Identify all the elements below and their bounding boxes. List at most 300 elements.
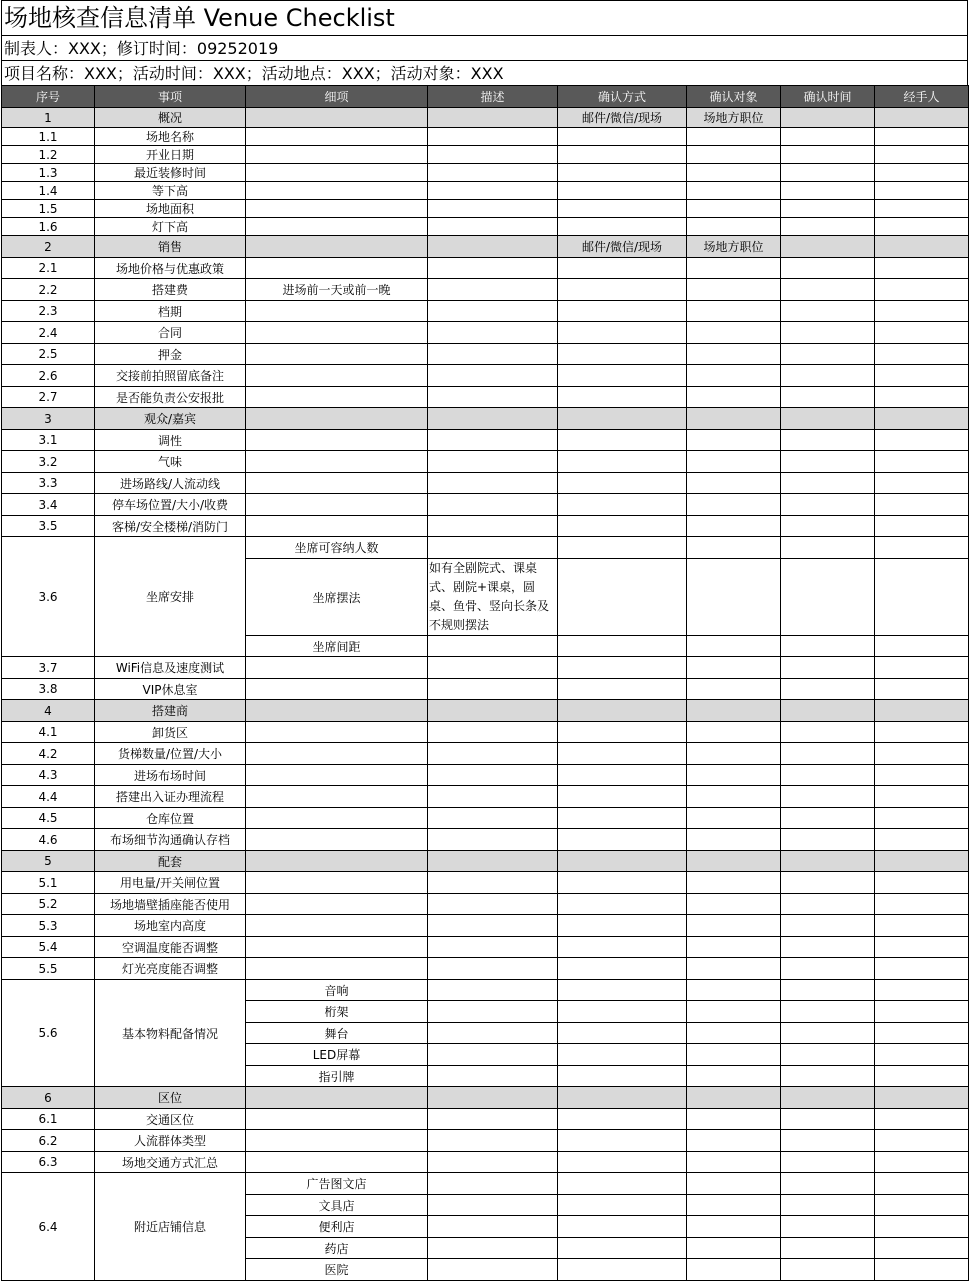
row-description [428,1238,558,1259]
row-subitem [246,679,428,700]
row-item: 合同 [95,322,246,344]
row-description [428,473,558,494]
row-item: 进场路线/人流动线 [95,473,246,494]
row-confirm-target [687,146,781,164]
row-confirm-time [781,279,875,301]
row-description [428,218,558,236]
row-subitem: 音响 [246,980,428,1001]
row-item: 卸货区 [95,722,246,743]
row-item: 最近装修时间 [95,164,246,182]
row-confirm-method [558,722,687,743]
row-handler [875,537,969,559]
row-item: 场地名称 [95,128,246,146]
row-subitem: 坐席间距 [246,636,428,657]
row-number: 4 [2,700,95,722]
row-subitem [246,108,428,128]
table-row [2,829,969,851]
row-description [428,430,558,451]
section-row [2,700,969,722]
row-item: 区位 [95,1087,246,1109]
table-row [2,516,969,537]
row-confirm-target [687,128,781,146]
row-confirm-time [781,1238,875,1259]
row-item: 基本物料配备情况 [95,980,246,1087]
row-description [428,344,558,365]
row-handler [875,679,969,700]
row-confirm-target [687,894,781,915]
checklist-table [1,85,969,1281]
row-confirm-method [558,451,687,473]
row-confirm-time [781,516,875,537]
row-confirm-method [558,301,687,322]
row-handler [875,1023,969,1044]
row-confirm-time [781,1152,875,1173]
row-confirm-time [781,344,875,365]
table-row [2,182,969,200]
row-confirm-target [687,1066,781,1087]
row-confirm-target [687,322,781,344]
row-description [428,258,558,279]
row-confirm-target [687,344,781,365]
row-description [428,146,558,164]
row-subitem: 坐席摆法 [246,559,428,636]
col-header-item: 事项 [95,86,246,108]
row-number: 6 [2,1087,95,1109]
row-confirm-time [781,786,875,808]
row-description [428,958,558,980]
row-confirm-target [687,218,781,236]
row-confirm-target [687,786,781,808]
row-subitem [246,128,428,146]
row-subitem [246,765,428,786]
row-description [428,200,558,218]
row-item: 附近店铺信息 [95,1173,246,1281]
row-handler [875,516,969,537]
row-subitem [246,829,428,851]
row-subitem [246,451,428,473]
row-handler [875,937,969,958]
project-info-line: 项目名称：XXX；活动时间：XXX；活动地点：XXX；活动对象：XXX [1,60,968,85]
row-item: 客梯/安全楼梯/消防门 [95,516,246,537]
row-number: 1.5 [2,200,95,218]
row-handler [875,128,969,146]
row-handler [875,182,969,200]
row-handler [875,365,969,387]
row-description [428,164,558,182]
row-handler [875,473,969,494]
row-confirm-method [558,1173,687,1195]
row-confirm-target [687,164,781,182]
table-row [2,1130,969,1152]
row-number: 1 [2,108,95,128]
row-handler [875,322,969,344]
table-row [2,937,969,958]
row-subitem [246,851,428,872]
row-handler [875,301,969,322]
row-confirm-target [687,700,781,722]
table-row [2,1109,969,1130]
col-header-confirm-target: 确认对象 [687,86,781,108]
row-description [428,915,558,937]
row-confirm-time [781,559,875,636]
row-confirm-time [781,146,875,164]
row-handler [875,958,969,980]
row-handler [875,765,969,786]
row-handler [875,1130,969,1152]
table-row [2,765,969,786]
row-number: 5.4 [2,937,95,958]
col-header-confirm-time: 确认时间 [781,86,875,108]
row-item: 灯下高 [95,218,246,236]
row-item: 调性 [95,430,246,451]
row-confirm-method [558,387,687,408]
row-item: 布场细节沟通确认存档 [95,829,246,851]
row-confirm-time [781,679,875,700]
row-handler [875,1044,969,1066]
row-handler [875,387,969,408]
row-subitem: 进场前一天或前一晚 [246,279,428,301]
row-number: 1.3 [2,164,95,182]
row-handler [875,494,969,516]
row-subitem: 舞台 [246,1023,428,1044]
row-handler [875,236,969,258]
row-item: 销售 [95,236,246,258]
row-confirm-time [781,1001,875,1023]
row-description [428,1109,558,1130]
row-confirm-method [558,1001,687,1023]
row-description [428,700,558,722]
row-description [428,537,558,559]
row-subitem [246,894,428,915]
row-handler [875,164,969,182]
row-item: 开业日期 [95,146,246,164]
section-row [2,408,969,430]
row-subitem: 桁架 [246,1001,428,1023]
row-handler [875,1109,969,1130]
row-confirm-time [781,937,875,958]
row-description [428,851,558,872]
row-description [428,980,558,1001]
row-number: 6.3 [2,1152,95,1173]
row-description [428,765,558,786]
row-confirm-time [781,218,875,236]
row-subitem [246,430,428,451]
row-confirm-time [781,1087,875,1109]
row-confirm-method [558,559,687,636]
table-row [2,872,969,894]
row-confirm-method [558,322,687,344]
row-description [428,494,558,516]
row-handler [875,915,969,937]
row-subitem: 文具店 [246,1195,428,1216]
row-confirm-method [558,473,687,494]
row-description [428,236,558,258]
row-subitem: 坐席可容纳人数 [246,537,428,559]
row-confirm-target [687,679,781,700]
row-number: 1.1 [2,128,95,146]
row-number: 6.4 [2,1173,95,1281]
row-confirm-target [687,1087,781,1109]
row-number: 4.3 [2,765,95,786]
row-description [428,279,558,301]
row-confirm-time [781,1109,875,1130]
row-number: 2.6 [2,365,95,387]
row-confirm-target [687,1044,781,1066]
table-row [2,200,969,218]
row-confirm-target [687,765,781,786]
row-confirm-method [558,537,687,559]
row-confirm-target [687,851,781,872]
row-handler [875,657,969,679]
table-row [2,722,969,743]
row-item: 配套 [95,851,246,872]
row-confirm-time [781,872,875,894]
row-subitem: 广告图文店 [246,1173,428,1195]
row-description [428,108,558,128]
row-number: 4.2 [2,743,95,765]
row-item: 空调温度能否调整 [95,937,246,958]
row-confirm-target [687,1023,781,1044]
section-row [2,236,969,258]
table-row [2,387,969,408]
row-handler [875,218,969,236]
table-row [2,958,969,980]
row-confirm-time [781,808,875,829]
row-confirm-method [558,937,687,958]
row-confirm-time [781,365,875,387]
table-row [2,808,969,829]
row-item: 是否能负责公安报批 [95,387,246,408]
row-handler [875,872,969,894]
row-confirm-method [558,1130,687,1152]
section-row [2,108,969,128]
row-confirm-method [558,980,687,1001]
table-row [2,146,969,164]
row-confirm-target [687,473,781,494]
row-description [428,722,558,743]
row-confirm-time [781,636,875,657]
row-number: 6.1 [2,1109,95,1130]
row-confirm-method [558,494,687,516]
row-subitem: 便利店 [246,1216,428,1238]
table-row [2,743,969,765]
row-number: 4.5 [2,808,95,829]
row-subitem: 药店 [246,1238,428,1259]
row-confirm-method [558,344,687,365]
row-number: 5.2 [2,894,95,915]
row-subitem [246,1130,428,1152]
section-row [2,1087,969,1109]
row-confirm-time [781,829,875,851]
row-description [428,1066,558,1087]
row-confirm-method [558,894,687,915]
row-confirm-target [687,408,781,430]
row-description [428,128,558,146]
row-confirm-time [781,473,875,494]
row-confirm-method [558,146,687,164]
table-row [2,915,969,937]
row-description [428,829,558,851]
row-subitem [246,387,428,408]
row-confirm-method [558,700,687,722]
row-confirm-time [781,258,875,279]
row-confirm-method: 邮件/微信/现场 [558,236,687,258]
row-handler [875,808,969,829]
row-confirm-method [558,516,687,537]
row-item: 搭建费 [95,279,246,301]
row-confirm-target [687,937,781,958]
row-subitem: 医院 [246,1259,428,1281]
row-item: WiFi信息及速度测试 [95,657,246,679]
row-description [428,679,558,700]
row-confirm-method [558,786,687,808]
row-number: 5.6 [2,980,95,1087]
row-item: 概况 [95,108,246,128]
row-confirm-time [781,1130,875,1152]
row-handler [875,258,969,279]
row-item: 场地室内高度 [95,915,246,937]
table-body [2,108,969,1281]
row-confirm-time [781,765,875,786]
row-number: 2 [2,236,95,258]
row-confirm-method [558,1152,687,1173]
row-confirm-target: 场地方职位 [687,236,781,258]
row-handler [875,451,969,473]
row-description [428,1173,558,1195]
col-header-subitem: 细项 [246,86,428,108]
row-number: 2.4 [2,322,95,344]
row-confirm-target [687,743,781,765]
table-row [2,451,969,473]
row-item: 档期 [95,301,246,322]
row-number: 5 [2,851,95,872]
row-confirm-method [558,128,687,146]
row-confirm-time [781,1044,875,1066]
row-subitem [246,657,428,679]
row-confirm-method [558,808,687,829]
row-number: 2.3 [2,301,95,322]
table-row [2,322,969,344]
row-description [428,1001,558,1023]
row-item: 人流群体类型 [95,1130,246,1152]
row-number: 5.3 [2,915,95,937]
row-number: 1.4 [2,182,95,200]
row-description [428,408,558,430]
row-confirm-time [781,494,875,516]
row-handler [875,829,969,851]
row-confirm-time [781,236,875,258]
row-confirm-time [781,200,875,218]
row-confirm-method [558,679,687,700]
row-handler [875,344,969,365]
row-item: 坐席安排 [95,537,246,657]
row-confirm-target [687,1195,781,1216]
row-number: 2.2 [2,279,95,301]
row-item: 气味 [95,451,246,473]
col-header-handler: 经手人 [875,86,969,108]
row-subitem [246,200,428,218]
row-confirm-target [687,1130,781,1152]
row-confirm-target [687,1152,781,1173]
row-confirm-time [781,700,875,722]
row-number: 3.6 [2,537,95,657]
row-confirm-target [687,537,781,559]
row-item: 场地交通方式汇总 [95,1152,246,1173]
row-subitem [246,1109,428,1130]
row-confirm-time [781,958,875,980]
row-subitem [246,473,428,494]
row-number: 3.5 [2,516,95,537]
row-subitem [246,344,428,365]
row-subitem [246,322,428,344]
row-confirm-method [558,1066,687,1087]
row-confirm-method [558,218,687,236]
row-confirm-method [558,915,687,937]
row-item: 交通区位 [95,1109,246,1130]
row-subitem [246,516,428,537]
row-subitem: 指引牌 [246,1066,428,1087]
row-confirm-method [558,872,687,894]
row-confirm-time [781,182,875,200]
row-description: 如有全剧院式、课桌式、剧院+课桌，圆桌、鱼骨、竖向长条及不规则摆法 [428,559,558,636]
row-confirm-method [558,430,687,451]
table-row [2,365,969,387]
row-confirm-time [781,451,875,473]
sheet-title: 场地核查信息清单 Venue Checklist [1,0,968,35]
row-confirm-target [687,430,781,451]
row-confirm-time [781,657,875,679]
row-confirm-time [781,894,875,915]
row-handler [875,1238,969,1259]
row-description [428,786,558,808]
row-description [428,1195,558,1216]
row-description [428,1216,558,1238]
row-confirm-target [687,1109,781,1130]
row-confirm-method [558,1238,687,1259]
table-row [2,1152,969,1173]
row-description [428,1087,558,1109]
row-item: 搭建出入证办理流程 [95,786,246,808]
row-description [428,322,558,344]
row-confirm-target [687,636,781,657]
row-description [428,937,558,958]
row-handler [875,722,969,743]
row-confirm-method [558,765,687,786]
row-item: 押金 [95,344,246,365]
row-item: 场地面积 [95,200,246,218]
row-handler [875,851,969,872]
row-handler [875,636,969,657]
row-subitem [246,236,428,258]
row-confirm-method [558,258,687,279]
row-handler [875,1259,969,1281]
row-handler [875,1195,969,1216]
row-item: VIP休息室 [95,679,246,700]
row-confirm-time [781,1173,875,1195]
row-confirm-target [687,451,781,473]
table-row [2,473,969,494]
row-confirm-time [781,1259,875,1281]
row-confirm-target [687,1001,781,1023]
table-row [2,164,969,182]
row-confirm-time [781,1195,875,1216]
row-item: 货梯数量/位置/大小 [95,743,246,765]
row-confirm-target [687,494,781,516]
row-subitem [246,1152,428,1173]
row-number: 3.1 [2,430,95,451]
row-confirm-time [781,1216,875,1238]
row-confirm-target [687,980,781,1001]
